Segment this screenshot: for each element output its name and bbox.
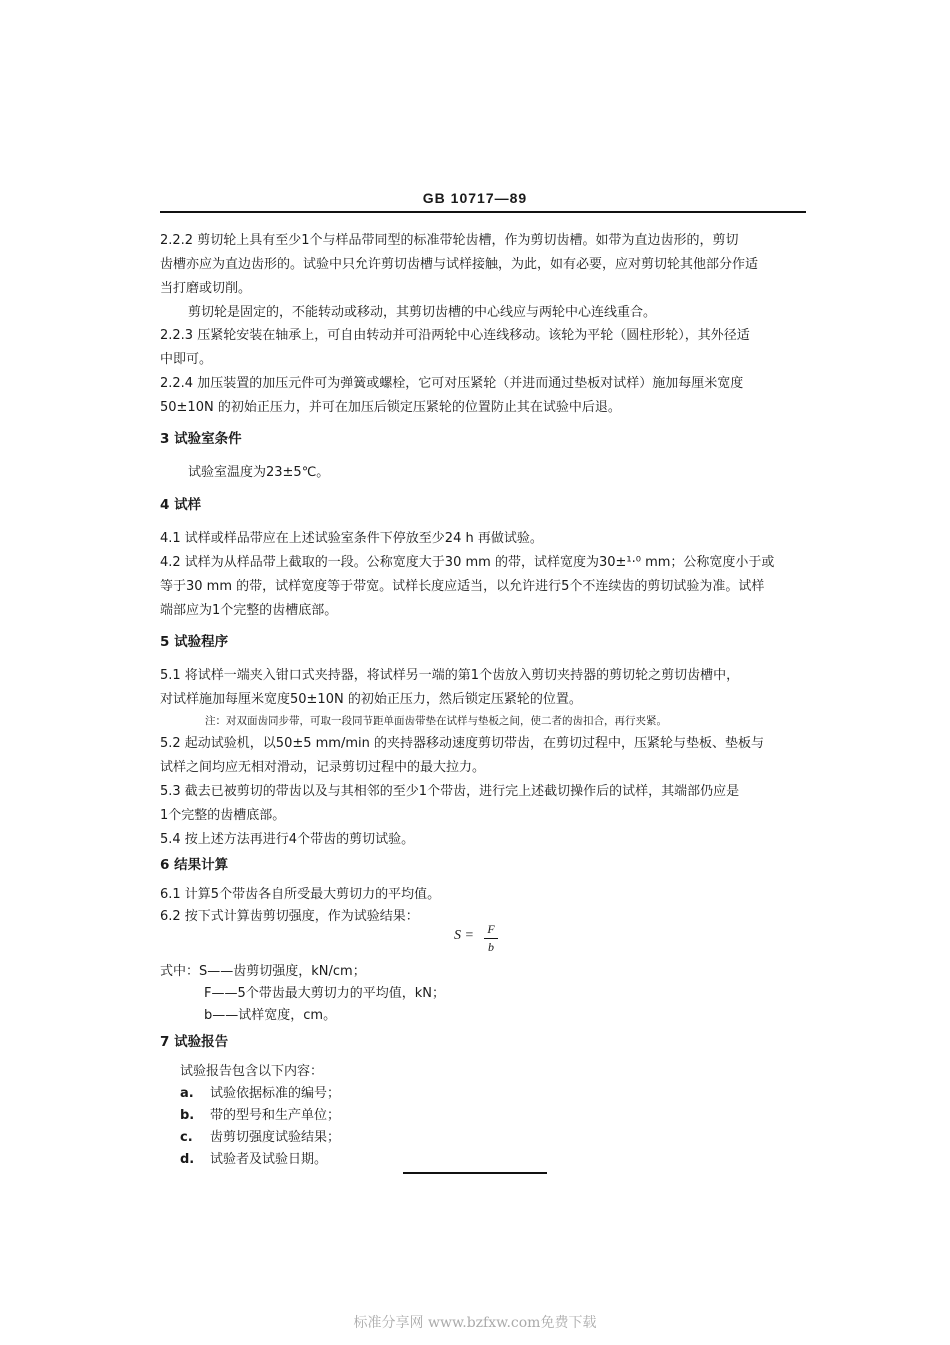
report-item-text: 试验依据标准的编号；	[210, 1086, 341, 1101]
end-rule	[403, 1172, 547, 1174]
report-item-text: 试验者及试验日期。	[210, 1152, 328, 1167]
report-item-b	[180, 1106, 340, 1125]
report-item-label: c.	[180, 1130, 193, 1145]
para-5-2-line2: 试样之间均应无相对滑动，记录剪切过程中的最大拉力。	[160, 760, 486, 775]
para-2-2-4-line2: 50±10N 的初始正压力，并可在加压后锁定压紧轮的位置防止其在试验中后退。	[160, 400, 621, 415]
var-S: 式中：S——齿剪切强度，kN/cm；	[160, 964, 366, 979]
para-4-1: 4.1 试样或样品带应在上述试验室条件下停放至少24 h 再做试验。	[160, 531, 543, 546]
para-2-2-2-line1: 2.2.2 剪切轮上具有至少1个与样品带同型的标准带轮齿槽，作为剪切齿槽。如带为直边齿形的，剪切	[160, 233, 739, 248]
para-3-temperature: 试验室温度为23±5℃。	[188, 465, 330, 480]
para-5-2-line1: 5.2 起动试验机，以50±5 mm/min 的夹持器移动速度剪切带齿，在剪切过程中，压紧轮与垫板、垫板与	[160, 736, 764, 751]
para-5-1-line1: 5.1 将试样一端夹入钳口式夹持器，将试样另一端的第1个齿放入剪切夹持器的剪切轮之剪切齿槽中，	[160, 668, 740, 683]
para-6-1: 6.1 计算5个带齿各自所受最大剪切力的平均值。	[160, 887, 441, 902]
formula-numerator: F	[487, 922, 495, 936]
para-5-3-line1: 5.3 截去已被剪切的带齿以及与其相邻的至少1个带齿，进行完上述截切操作后的试样，其端部仍应是	[160, 784, 740, 799]
report-item-text: 齿剪切强度试验结果；	[210, 1130, 341, 1145]
para-6-2: 6.2 按下式计算齿剪切强度，作为试验结果：	[160, 909, 419, 924]
formula-fraction	[484, 922, 498, 955]
report-item-text: 带的型号和生产单位；	[210, 1108, 341, 1123]
formula-denominator: b	[488, 940, 494, 954]
para-5-1-line2: 对试样施加每厘米宽度50±10N 的初始正压力，然后锁定压紧轮的位置。	[160, 692, 582, 707]
report-item-label: a.	[180, 1086, 194, 1101]
para-2-2-2-line3: 当打磨或切削。	[160, 281, 252, 296]
report-item-d	[180, 1150, 327, 1169]
para-7-intro: 试验报告包含以下内容：	[180, 1064, 324, 1079]
header-rule	[160, 211, 806, 213]
para-2-2-3-line1: 2.2.3 压紧轮安装在轴承上，可自由转动并可沿两轮中心连线移动。该轮为平轮（圆柱形轮），其外径适	[160, 328, 750, 343]
note-double-sided: 注：对双面齿同步带，可取一段同节距单面齿带垫在试样与垫板之间，使二者的齿扣合，再行夹紧。	[205, 715, 667, 727]
report-item-a	[180, 1084, 340, 1103]
section-7-heading: 7 试验报告	[160, 1034, 229, 1050]
para-4-2-line2: 等于30 mm 的带，试样宽度等于带宽。试样长度应适当，以允许进行5个不连续齿的剪切试验为准。试样	[160, 579, 765, 594]
para-2-2-3-line2: 中即可。	[160, 352, 213, 367]
var-b: b——试样宽度，cm。	[204, 1008, 337, 1023]
para-2-2-2-line2: 齿槽亦应为直边齿形的。试验中只允许剪切齿槽与试样接触，为此，如有必要，应对剪切轮其他部分作适	[160, 257, 759, 272]
report-item-label: d.	[180, 1152, 195, 1167]
section-4-heading: 4 试样	[160, 497, 202, 513]
para-4-2-line1: 4.2 试样为从样品带上截取的一段。公称宽度大于30 mm 的带，试样宽度为30±¹·⁰ mm；公称宽度小于或	[160, 555, 775, 570]
report-item-c	[180, 1128, 340, 1147]
formula-lhs: S =	[454, 928, 474, 943]
para-5-3-line2: 1个完整的齿槽底部。	[160, 808, 286, 823]
var-F: F——5个带齿最大剪切力的平均值，kN；	[204, 986, 446, 1001]
standard-code: GB 10717—89	[422, 190, 528, 206]
para-5-4: 5.4 按上述方法再进行4个带齿的剪切试验。	[160, 832, 415, 847]
para-2-2-4-line1: 2.2.4 加压装置的加压元件可为弹簧或螺栓，它可对压紧轮（并进而通过垫板对试样）施加每厘米宽度	[160, 376, 744, 391]
para-shear-wheel: 剪切轮是固定的，不能转动或移动，其剪切齿槽的中心线应与两轮中心连线重合。	[188, 305, 657, 320]
fraction-bar	[484, 938, 498, 939]
watermark-footer: 标准分享网 www.bzfxw.com免费下载	[353, 1315, 597, 1331]
report-item-label: b.	[180, 1108, 195, 1123]
section-6-heading: 6 结果计算	[160, 857, 229, 873]
section-5-heading: 5 试验程序	[160, 634, 229, 650]
section-3-heading: 3 试验室条件	[160, 431, 242, 447]
para-4-2-line3: 端部应为1个完整的齿槽底部。	[160, 603, 338, 618]
